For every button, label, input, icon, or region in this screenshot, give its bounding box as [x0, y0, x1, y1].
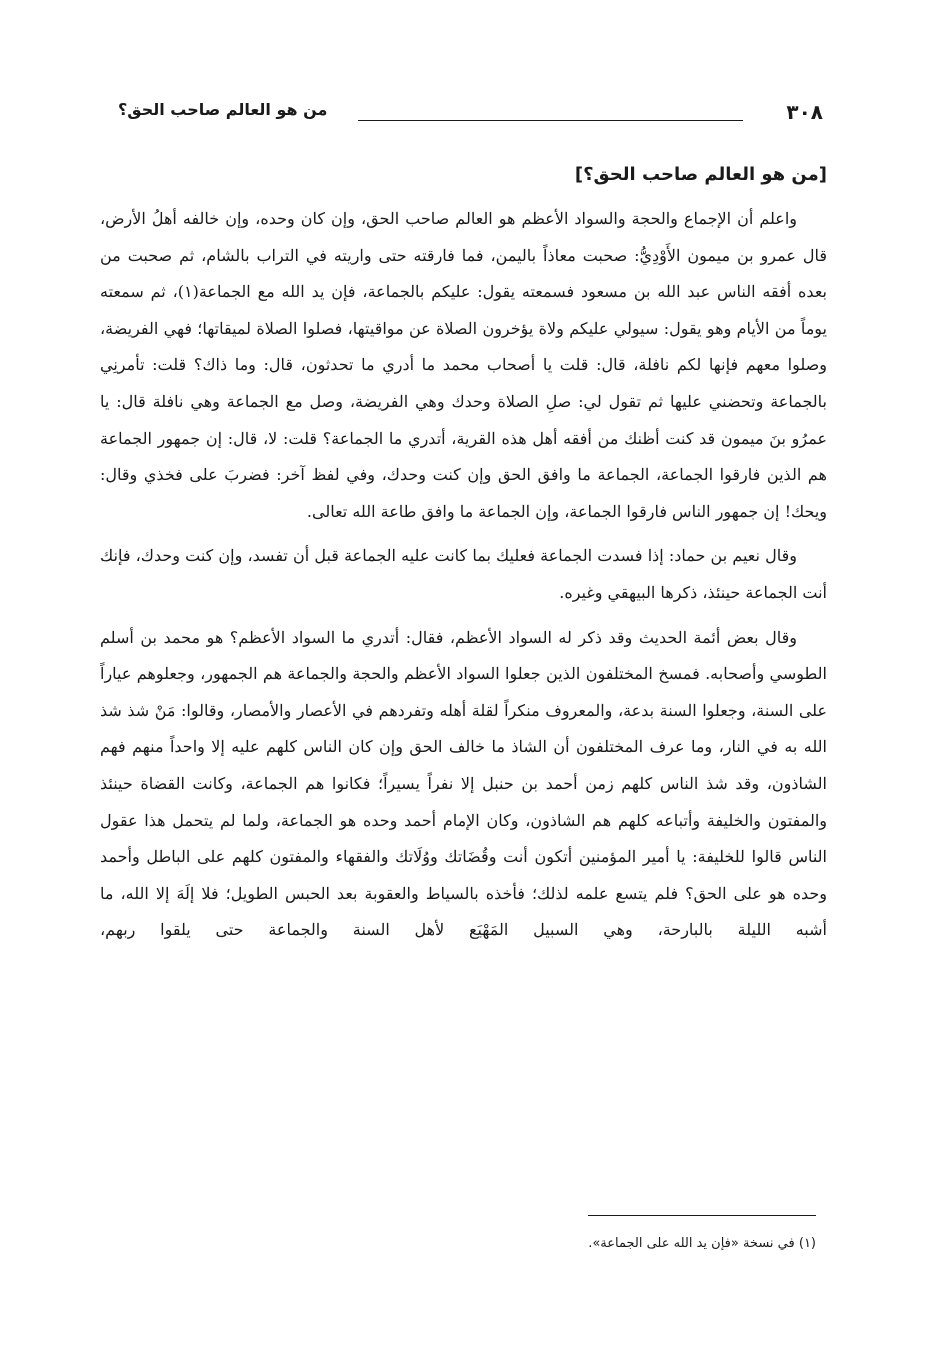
- paragraph-3: وقال بعض أئمة الحديث وقد ذكر له السواد الأعظم، فقال: أتدري ما السواد الأعظم؟ هو محمد بن أسلم الطوسي وأصحابه. فمسخ المختلفون الذين جعلوا السواد الأعظم والحجة والجماعة هم الجمهور، وجعلوهم عياراً على السنة، وجعلوا السنة بدعة، والمعروف منكراً لقلة أهله وتفردهم في الأعصار والأمصار، وقالوا: مَنْ شذ شذ الله به في النار، وما عرف المختلفون أن الشاذ ما خالف الحق وإن كان الناس كلهم عليه إلا واحداً منهم فهم الشاذون، وقد شذ الناس كلهم زمن أحمد بن حنبل إلا نفراً يسيراً؛ فكانوا هم الجماعة، وكانت القضاة حينئذ والمفتون والخليفة وأتباعه كلهم هم الشاذون، وكان الإمام أحمد وحده هو الجماعة، ولما لم يتحمل هذا عقول الناس قالوا للخليفة: يا أمير المؤمنين أتكون أنت وقُضَاتك ووُلَاتك والفقهاء والمفتون كلهم على الباطل وأحمد وحده هو على الحق؟ فلم يتسع علمه لذلك؛ فأخذه بالسياط والعقوبة بعد الحبس الطويل؛ فلا إلَهَ إلا الله، ما أشبه الليلة بالبارحة، وهي السبيل المَهْيَع لأهل السنة والجماعة حتى يلقوا ربهم،: [100, 627, 828, 940]
- page-number: ٣٠٨: [786, 100, 823, 124]
- footnote-rule: [588, 1215, 816, 1216]
- main-text: [100, 157, 827, 949]
- section-heading: [من هو العالم صاحب الحق؟]: [574, 164, 827, 185]
- footnote: (١) في نسخة «فإن يد الله على الجماعة».: [588, 1236, 816, 1251]
- paragraph-1: واعلم أن الإجماع والحجة والسواد الأعظم هو العالم صاحب الحق، وإن كان وحده، وإن خالفه أهلُ الأرض، قال عمرو بن ميمون الأَوْدِيُّ: صحبت معاذاً باليمن، فما فارقته حتى واريته في التراب بالشام، ثم صحبت من بعده أفقه الناس عبد الله بن مسعود فسمعته يقول: عليكم بالجماعة، فإن يد الله مع الجماعة(١)، ثم سمعته يوماً من الأيام وهو يقول: سيولي عليكم ولاة يؤخرون الصلاة عن مواقيتها، فصلوا الصلاة لميقاتها؛ فهي الفريضة، وصلوا معهم فإنها لكم نافلة، قال: قلت يا أصحاب محمد ما أدري ما تحدثون، قال: وما ذاك؟ قلت: تأمرنِي بالجماعة وتحضني عليها ثم تقول لي: صلِ الصلاة وحدك وهي الفريضة، وصل مع الجماعة وهي نافلة قال: يا عمرُو بنَ ميمون قد كنت أظنك من أفقه أهل هذه القرية، أتدري ما الجماعة؟ قلت: لا، قال: إن جمهور الجماعة هم الذين فارقوا الجماعة، الجماعة ما وافق الحق وإن كنت وحدك، وفي لفظ آخر: فضربَ على فخذي وقال: ويحك! إن جمهور الناس فارقوا الجماعة، وإن الجماعة ما وافق طاعة الله تعالى.: [100, 209, 827, 521]
- header-rule: [358, 120, 743, 121]
- running-header: [118, 92, 823, 132]
- running-title: من هو العالم صاحب الحق؟: [118, 100, 328, 119]
- paragraph-2: وقال نعيم بن حماد: إذا فسدت الجماعة فعليك بما كانت عليه الجماعة قبل أن تفسد، وإن كنت وحدك، فإنك أنت الجماعة حينئذ، ذكرها البيهقي وغيره.: [100, 546, 827, 602]
